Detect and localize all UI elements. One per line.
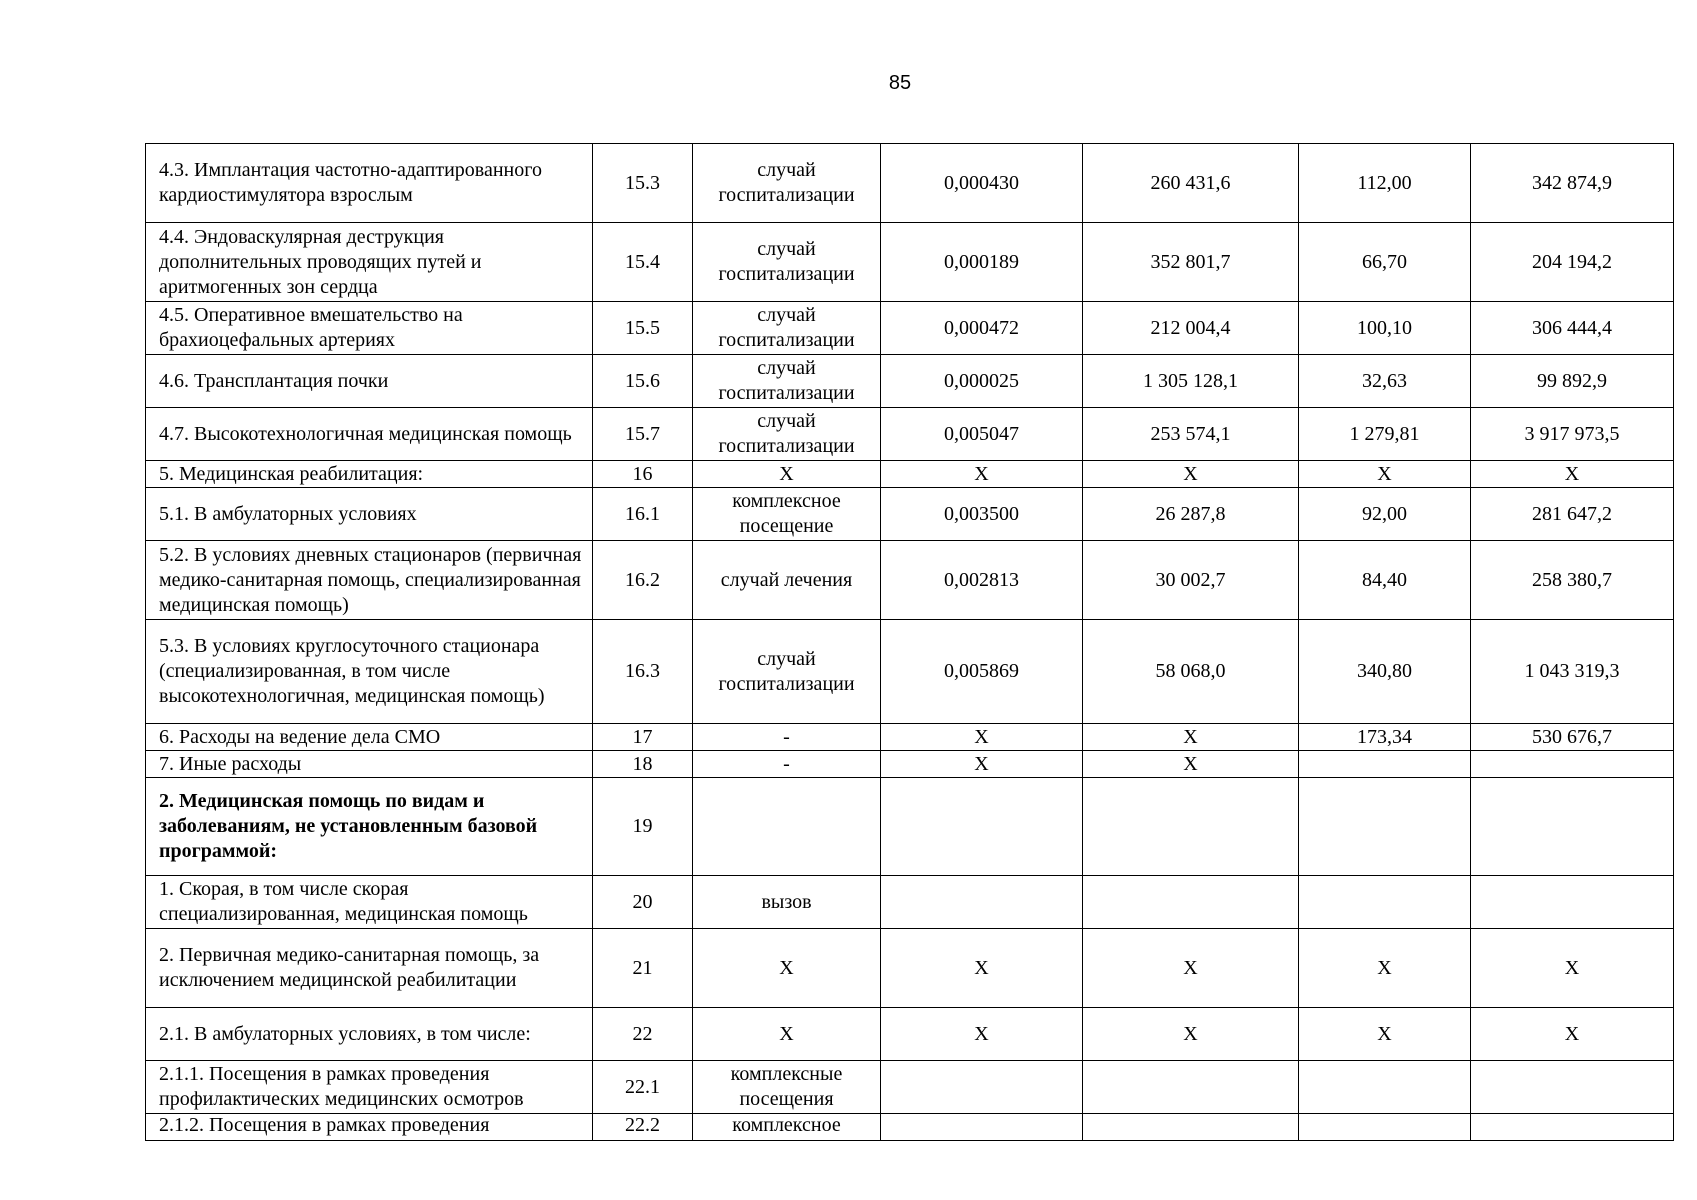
row-cost <box>1083 1061 1299 1114</box>
row-norm: Х <box>881 1008 1083 1061</box>
row-name: 6. Расходы на ведение дела СМО <box>146 724 593 751</box>
row-line-number: 22 <box>593 1008 693 1061</box>
row-name: 1. Скорая, в том числе скорая специализированная, медицинская помощь <box>146 876 593 929</box>
row-line-number: 22.2 <box>593 1114 693 1141</box>
row-unit: случай госпитализации <box>693 144 881 223</box>
row-norm: Х <box>881 724 1083 751</box>
table-row <box>146 1114 1674 1141</box>
row-unit <box>693 778 881 876</box>
row-total: 530 676,7 <box>1471 724 1674 751</box>
row-norm: 0,002813 <box>881 541 1083 620</box>
row-total: 306 444,4 <box>1471 302 1674 355</box>
table-row <box>146 620 1674 724</box>
row-cost: Х <box>1083 461 1299 488</box>
row-line-number: 15.7 <box>593 408 693 461</box>
table-row <box>146 408 1674 461</box>
row-per-capita: 66,70 <box>1299 223 1471 302</box>
row-norm: Х <box>881 751 1083 778</box>
row-norm <box>881 778 1083 876</box>
row-unit: случай госпитализации <box>693 355 881 408</box>
row-per-capita: 1 279,81 <box>1299 408 1471 461</box>
table-row <box>146 778 1674 876</box>
row-unit: комплексные посещения <box>693 1061 881 1114</box>
row-name: 4.3. Имплантация частотно-адаптированного кардиостимулятора взрослым <box>146 144 593 223</box>
row-name: 5.2. В условиях дневных стационаров (первичная медико-санитарная помощь, специализированная медицинская помощь) <box>146 541 593 620</box>
table-row <box>146 1061 1674 1114</box>
row-norm <box>881 1114 1083 1141</box>
row-name: 4.4. Эндоваскулярная деструкция дополнительных проводящих путей и аритмогенных зон сердца <box>146 223 593 302</box>
row-per-capita: Х <box>1299 929 1471 1008</box>
row-per-capita <box>1299 876 1471 929</box>
row-total: Х <box>1471 929 1674 1008</box>
row-line-number: 19 <box>593 778 693 876</box>
row-name: 5. Медицинская реабилитация: <box>146 461 593 488</box>
row-per-capita: 92,00 <box>1299 488 1471 541</box>
row-norm: 0,000025 <box>881 355 1083 408</box>
row-line-number: 20 <box>593 876 693 929</box>
row-cost: 58 068,0 <box>1083 620 1299 724</box>
table-row <box>146 1008 1674 1061</box>
row-total: 1 043 319,3 <box>1471 620 1674 724</box>
row-name: 2. Первичная медико-санитарная помощь, за исключением медицинской реабилитации <box>146 929 593 1008</box>
table-row <box>146 929 1674 1008</box>
row-total: 258 380,7 <box>1471 541 1674 620</box>
row-name: 4.6. Трансплантация почки <box>146 355 593 408</box>
table-row <box>146 876 1674 929</box>
row-per-capita: 100,10 <box>1299 302 1471 355</box>
row-name: 2.1.1. Посещения в рамках проведения профилактических медицинских осмотров <box>146 1061 593 1114</box>
row-per-capita: 112,00 <box>1299 144 1471 223</box>
row-norm: 0,000189 <box>881 223 1083 302</box>
row-cost: Х <box>1083 751 1299 778</box>
row-line-number: 21 <box>593 929 693 1008</box>
row-total: 3 917 973,5 <box>1471 408 1674 461</box>
row-norm: Х <box>881 461 1083 488</box>
row-cost: 260 431,6 <box>1083 144 1299 223</box>
row-line-number: 16.1 <box>593 488 693 541</box>
row-cost: 1 305 128,1 <box>1083 355 1299 408</box>
row-line-number: 15.4 <box>593 223 693 302</box>
row-cost: 30 002,7 <box>1083 541 1299 620</box>
row-name: 5.3. В условиях круглосуточного стационара (специализированная, в том числе высокотехнологичная, медицинская помощь) <box>146 620 593 724</box>
table-row <box>146 461 1674 488</box>
row-per-capita: 340,80 <box>1299 620 1471 724</box>
row-total <box>1471 876 1674 929</box>
row-unit: комплексное посещение <box>693 488 881 541</box>
row-norm: Х <box>881 929 1083 1008</box>
row-cost <box>1083 1114 1299 1141</box>
row-unit: комплексное <box>693 1114 881 1141</box>
row-cost: Х <box>1083 1008 1299 1061</box>
page-number: 85 <box>888 72 912 94</box>
row-cost <box>1083 876 1299 929</box>
row-norm: 0,003500 <box>881 488 1083 541</box>
row-name: 7. Иные расходы <box>146 751 593 778</box>
row-norm: 0,005869 <box>881 620 1083 724</box>
table-row <box>146 751 1674 778</box>
row-total: 281 647,2 <box>1471 488 1674 541</box>
row-cost: Х <box>1083 929 1299 1008</box>
row-cost: 352 801,7 <box>1083 223 1299 302</box>
row-per-capita <box>1299 1061 1471 1114</box>
table-row <box>146 355 1674 408</box>
row-total <box>1471 778 1674 876</box>
row-unit: Х <box>693 929 881 1008</box>
row-per-capita: 173,34 <box>1299 724 1471 751</box>
row-unit: случай госпитализации <box>693 223 881 302</box>
row-line-number: 18 <box>593 751 693 778</box>
row-per-capita: Х <box>1299 461 1471 488</box>
row-line-number: 22.1 <box>593 1061 693 1114</box>
row-total: 99 892,9 <box>1471 355 1674 408</box>
row-name: 2. Медицинская помощь по видам и заболеваниям, не установленным базовой программой: <box>146 778 593 876</box>
row-per-capita: 84,40 <box>1299 541 1471 620</box>
row-cost: 253 574,1 <box>1083 408 1299 461</box>
table-row <box>146 724 1674 751</box>
row-unit: - <box>693 724 881 751</box>
row-line-number: 16 <box>593 461 693 488</box>
row-unit: случай госпитализации <box>693 408 881 461</box>
table-row <box>146 223 1674 302</box>
row-per-capita <box>1299 1114 1471 1141</box>
row-total: 342 874,9 <box>1471 144 1674 223</box>
row-name: 5.1. В амбулаторных условиях <box>146 488 593 541</box>
table-row <box>146 144 1674 223</box>
table-row <box>146 541 1674 620</box>
row-per-capita: 32,63 <box>1299 355 1471 408</box>
row-norm <box>881 1061 1083 1114</box>
row-total: 204 194,2 <box>1471 223 1674 302</box>
row-line-number: 15.6 <box>593 355 693 408</box>
row-total: Х <box>1471 461 1674 488</box>
row-norm: 0,000472 <box>881 302 1083 355</box>
row-name: 4.7. Высокотехнологичная медицинская помощь <box>146 408 593 461</box>
row-line-number: 16.2 <box>593 541 693 620</box>
row-norm: 0,005047 <box>881 408 1083 461</box>
row-total <box>1471 1114 1674 1141</box>
row-name: 2.1. В амбулаторных условиях, в том числе: <box>146 1008 593 1061</box>
row-cost: Х <box>1083 724 1299 751</box>
row-unit: случай лечения <box>693 541 881 620</box>
row-total <box>1471 751 1674 778</box>
row-line-number: 15.3 <box>593 144 693 223</box>
row-line-number: 17 <box>593 724 693 751</box>
table-row <box>146 488 1674 541</box>
row-unit: Х <box>693 1008 881 1061</box>
row-per-capita <box>1299 778 1471 876</box>
row-unit: случай госпитализации <box>693 302 881 355</box>
row-unit: Х <box>693 461 881 488</box>
row-name: 4.5. Оперативное вмешательство на брахиоцефальных артериях <box>146 302 593 355</box>
table-row <box>146 302 1674 355</box>
row-unit: - <box>693 751 881 778</box>
row-norm: 0,000430 <box>881 144 1083 223</box>
row-name: 2.1.2. Посещения в рамках проведения <box>146 1114 593 1141</box>
row-per-capita <box>1299 751 1471 778</box>
data-table <box>145 143 1674 1141</box>
row-cost: 212 004,4 <box>1083 302 1299 355</box>
row-unit: случай госпитализации <box>693 620 881 724</box>
row-line-number: 15.5 <box>593 302 693 355</box>
row-total <box>1471 1061 1674 1114</box>
row-line-number: 16.3 <box>593 620 693 724</box>
row-per-capita: Х <box>1299 1008 1471 1061</box>
row-cost: 26 287,8 <box>1083 488 1299 541</box>
row-unit: вызов <box>693 876 881 929</box>
row-cost <box>1083 778 1299 876</box>
row-total: Х <box>1471 1008 1674 1061</box>
row-norm <box>881 876 1083 929</box>
